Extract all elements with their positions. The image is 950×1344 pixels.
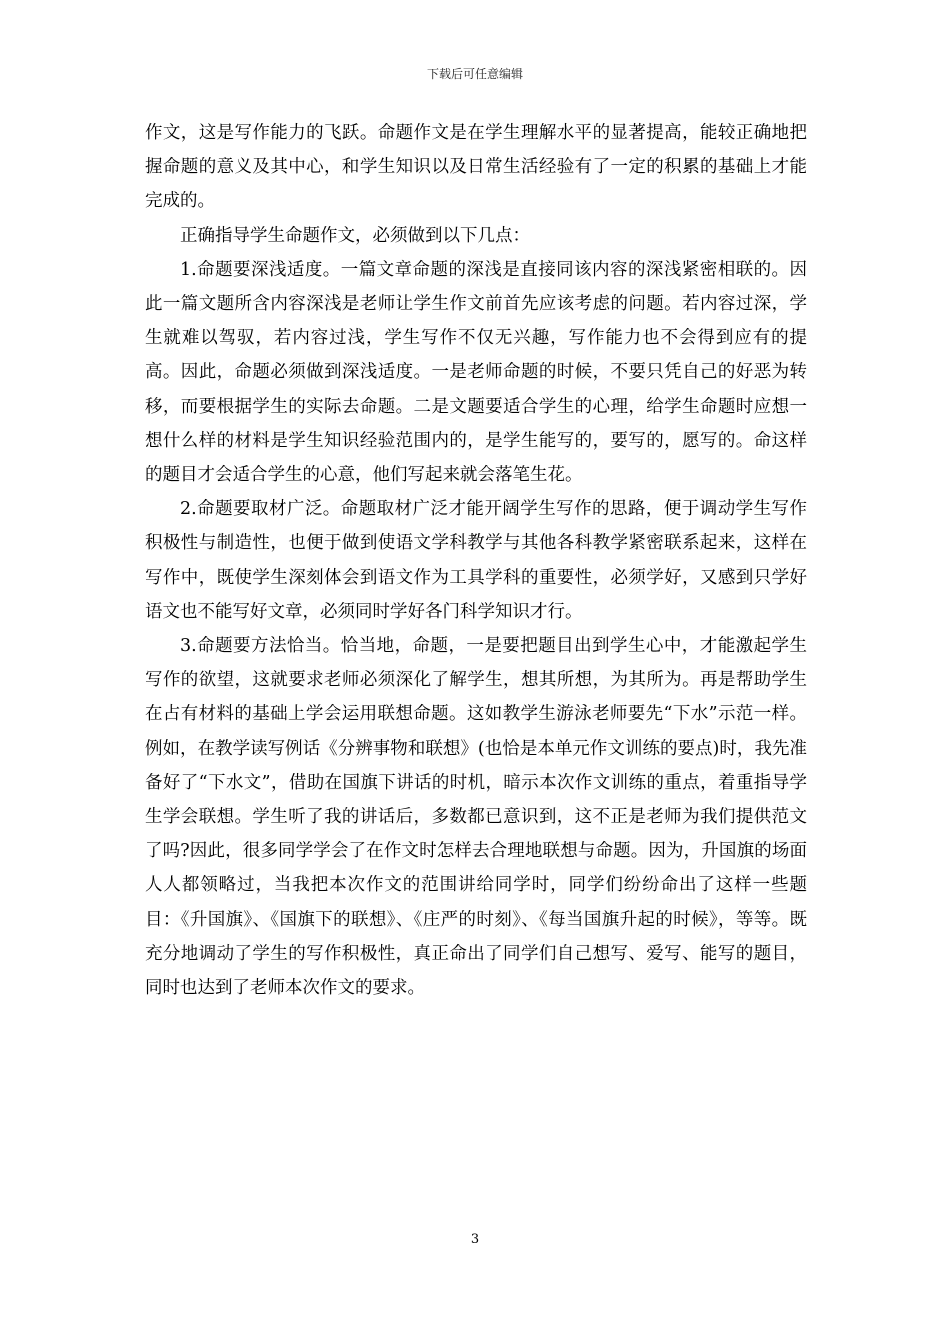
document-body (145, 116, 807, 1005)
paragraph-point-1: 1.命题要深浅适度。一篇文章命题的深浅是直接同该内容的深浅紧密相联的。因此一篇文题所含内容深浅是老师让学生作文前首先应该考虑的问题。若内容过深，学生就难以驾驭，若内容过浅，学生写作不仅无兴趣，写作能力也不会得到应有的提高。因此，命题必须做到深浅适度。一是老师命题的时候，不要只凭自己的好恶为转移，而要根据学生的实际去命题。二是文题要适合学生的心理，给学生命题时应想一想什么样的材料是学生知识经验范围内的，是学生能写的，要写的，愿写的。命这样的题目才会适合学生的心意，他们写起来就会落笔生花。 (145, 259, 807, 486)
page-header: 下载后可任意编辑 (426, 67, 523, 81)
paragraph-point-3: 3.命题要方法恰当。恰当地，命题，一是要把题目出到学生心中，才能激起学生写作的欲望，这就要求老师必须深化了解学生，想其所想，为其所为。再是帮助学生在占有材料的基础上学会运用联想命题。这如教学生游泳老师要先“下水”示范一样。例如，在教学读写例话《分辨事物和联想》(也恰是本单元作文训练的要点)时，我先准备好了“下水文”，借助在国旗下讲话的时机，暗示本次作文训练的重点，着重指导学生学会联想。学生听了我的讲话后，多数都已意识到，这不正是老师为我们提供范文了吗?因此，很多同学学会了在作文时怎样去合理地联想与命题。因为，升国旗的场面人人都领略过，当我把本次作文的范围讲给同学时，同学们纷纷命出了这样一些题目：《升国旗》、《国旗下的联想》、《庄严的时刻》、《每当国旗升起的时候》，等等。既充分地调动了学生的写作积极性，真正命出了同学们自己想写、爱写、能写的题目，同时也达到了老师本次作文的要求。 (145, 636, 807, 999)
paragraph-continuation: 作文，这是写作能力的飞跃。命题作文是在学生理解水平的显著提高，能较正确地把握命题的意义及其中心，和学生知识以及日常生活经验有了一定的积累的基础上才能完成的。 (145, 123, 807, 212)
paragraph-intro: 正确指导学生命题作文，必须做到以下几点： (180, 225, 530, 246)
paragraph-point-2: 2.命题要取材广泛。命题取材广泛才能开阔学生写作的思路，便于调动学生写作积极性与制造性，也便于做到使语文学科教学与其他各科教学紧密联系起来，这样在写作中，既使学生深刻体会到语文作为工具学科的重要性，必须学好，又感到只学好语文也不能写好文章，必须同时学好各门科学知识才行。 (145, 499, 807, 622)
page-number: 3 (470, 1232, 480, 1247)
